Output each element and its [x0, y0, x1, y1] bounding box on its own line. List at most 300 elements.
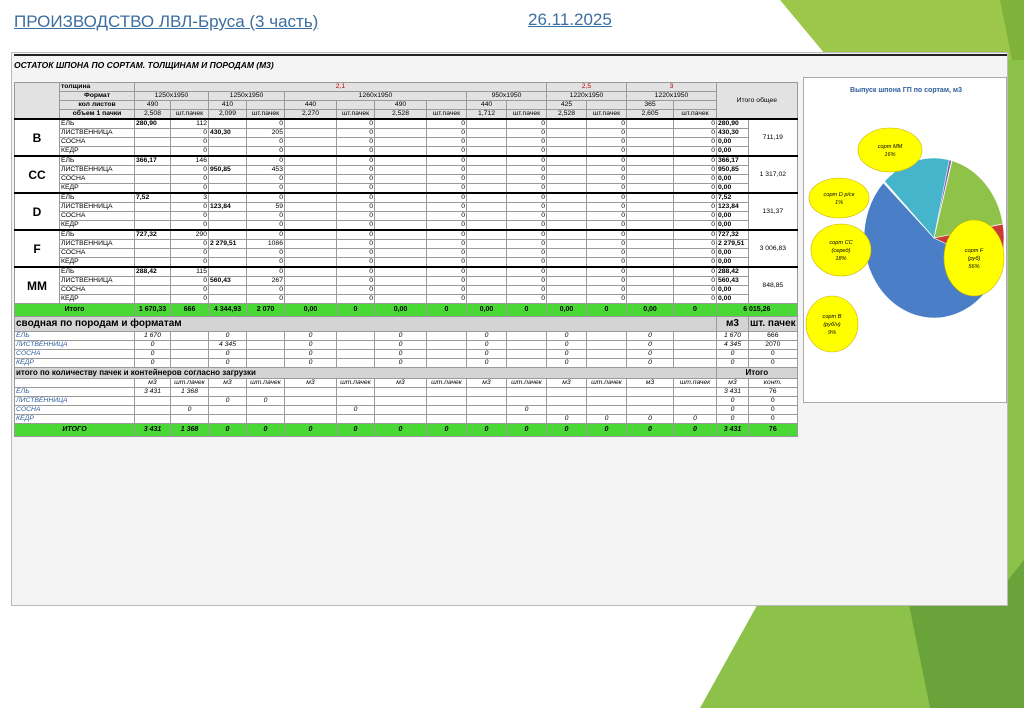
- value-cell: [467, 221, 507, 231]
- value-cell: 0: [587, 175, 627, 184]
- value-cell: 0: [427, 193, 467, 203]
- loading-cell: [375, 397, 427, 406]
- loading-cell: 0: [171, 406, 209, 415]
- value-cell: 430,30: [209, 129, 247, 138]
- summary-cell: [507, 341, 547, 350]
- loading-itogo-cell: 0: [627, 424, 674, 437]
- value-cell: [467, 119, 507, 129]
- value-cell: 0: [674, 129, 717, 138]
- loading-cell: 0: [507, 406, 547, 415]
- value-cell: 2 279,51: [209, 240, 247, 249]
- value-cell: 0: [674, 221, 717, 231]
- value-cell: 267: [247, 277, 285, 286]
- loading-cell: [209, 415, 247, 424]
- loading-itogo-cont: 76: [749, 424, 798, 437]
- callout-label: 18%: [835, 256, 847, 262]
- value-cell: 0: [587, 166, 627, 175]
- value-cell: 0: [171, 184, 209, 194]
- grade-row: [15, 240, 798, 249]
- value-cell: 950,85: [209, 166, 247, 175]
- value-cell: 0: [507, 286, 547, 295]
- callout-label: 16%: [884, 152, 896, 158]
- loading-col-label: шт.пачек: [507, 379, 547, 388]
- pack-label: шт.пачек: [337, 110, 375, 120]
- summary-cell: 0: [467, 341, 507, 350]
- grade-label: СС: [15, 156, 60, 193]
- summary-cell: [337, 341, 375, 350]
- value-cell: 0: [674, 203, 717, 212]
- loading-cell: 0: [587, 415, 627, 424]
- value-cell: [209, 249, 247, 258]
- sheets-value: 440: [285, 101, 337, 110]
- grade-row: [15, 295, 798, 304]
- value-cell: [627, 166, 674, 175]
- grade-row: [15, 267, 798, 277]
- value-cell: 0: [427, 166, 467, 175]
- value-cell: [627, 119, 674, 129]
- value-cell: 0: [674, 267, 717, 277]
- row-total: 0,00: [717, 295, 749, 304]
- callout-label: (руб/н): [823, 322, 841, 328]
- value-cell: [627, 249, 674, 258]
- pack-label: шт.пачек: [674, 110, 717, 120]
- loading-title-row: [15, 368, 798, 379]
- value-cell: [285, 277, 337, 286]
- value-cell: 1086: [247, 240, 285, 249]
- totals-cell: 0: [427, 304, 467, 317]
- summary-cell: [587, 350, 627, 359]
- row-total: 560,43: [717, 277, 749, 286]
- sheets-value: 490: [375, 101, 427, 110]
- totals-label: Итого: [15, 304, 135, 317]
- loading-cell: [427, 406, 467, 415]
- summary-title-row: [15, 317, 798, 332]
- value-cell: 0: [507, 212, 547, 221]
- grade-row: [15, 221, 798, 231]
- value-cell: [209, 184, 247, 194]
- value-cell: [547, 286, 587, 295]
- species-label: СОСНА: [60, 249, 135, 258]
- species-label: СОСНА: [60, 175, 135, 184]
- species-label: СОСНА: [60, 212, 135, 221]
- summary-cell: [337, 350, 375, 359]
- summary-cell: 0: [627, 359, 674, 368]
- value-cell: 0: [507, 277, 547, 286]
- loading-col-label: м3: [135, 379, 171, 388]
- summary-cell: 0: [467, 359, 507, 368]
- value-cell: [285, 258, 337, 268]
- loading-cell: [674, 388, 717, 397]
- species-label: ЕЛЬ: [60, 156, 135, 166]
- format-cell: 1220х1950: [547, 92, 627, 101]
- grade-row: [15, 129, 798, 138]
- value-cell: 3: [171, 193, 209, 203]
- sheets-spacer: [427, 101, 467, 110]
- value-cell: 0: [427, 230, 467, 240]
- summary-cell: 0: [375, 332, 427, 341]
- loading-itogo-cell: 0: [507, 424, 547, 437]
- value-cell: 0: [674, 212, 717, 221]
- value-cell: [467, 249, 507, 258]
- value-cell: 0: [427, 184, 467, 194]
- value-cell: 0: [171, 249, 209, 258]
- loading-col-label: шт.пачек: [427, 379, 467, 388]
- value-cell: [467, 277, 507, 286]
- value-cell: [209, 286, 247, 295]
- value-cell: 0: [674, 258, 717, 268]
- value-cell: 146: [171, 156, 209, 166]
- value-cell: 7,52: [135, 193, 171, 203]
- loading-col-label: м3: [375, 379, 427, 388]
- value-cell: 0: [247, 286, 285, 295]
- value-cell: 0: [247, 221, 285, 231]
- value-cell: 0: [171, 295, 209, 304]
- value-cell: [135, 249, 171, 258]
- loading-cell: [627, 388, 674, 397]
- pack-label: шт.пачек: [171, 110, 209, 120]
- loading-cell: [467, 415, 507, 424]
- volume-value: 2,508: [135, 110, 171, 120]
- value-cell: 0: [427, 249, 467, 258]
- value-cell: 0: [507, 295, 547, 304]
- pie-chart: [804, 78, 1008, 404]
- value-cell: 366,17: [135, 156, 171, 166]
- summary-cell: [427, 350, 467, 359]
- sheets-spacer: [171, 101, 209, 110]
- value-cell: [547, 295, 587, 304]
- value-cell: [135, 295, 171, 304]
- value-cell: [209, 156, 247, 166]
- value-cell: [467, 258, 507, 268]
- loading-col-label: шт.пачек: [337, 379, 375, 388]
- totals-row: [15, 304, 798, 317]
- grade-row: [15, 277, 798, 286]
- value-cell: [547, 129, 587, 138]
- value-cell: [627, 156, 674, 166]
- value-cell: 0: [587, 286, 627, 295]
- value-cell: [627, 138, 674, 147]
- value-cell: [375, 240, 427, 249]
- loading-cell: [375, 388, 427, 397]
- value-cell: [135, 184, 171, 194]
- summary-cell: 0: [285, 341, 337, 350]
- value-cell: [135, 203, 171, 212]
- value-cell: 0: [507, 230, 547, 240]
- species-label: ЕЛЬ: [60, 119, 135, 129]
- value-cell: 0: [337, 175, 375, 184]
- value-cell: 0: [247, 267, 285, 277]
- loading-cell: 0: [337, 406, 375, 415]
- value-cell: [547, 258, 587, 268]
- callout-label: 1%: [834, 200, 844, 206]
- value-cell: [135, 175, 171, 184]
- loading-itogo-cell: 0: [547, 424, 587, 437]
- summary-cell: [171, 332, 209, 341]
- summary-cell: 0: [375, 359, 427, 368]
- pack-label: шт.пачек: [247, 110, 285, 120]
- loading-cell: 3 431: [135, 388, 171, 397]
- sheets-value: 490: [135, 101, 171, 110]
- value-cell: [547, 221, 587, 231]
- value-cell: 0: [507, 258, 547, 268]
- value-cell: [627, 212, 674, 221]
- row-total: 950,85: [717, 166, 749, 175]
- header-row-thickness: [15, 83, 798, 92]
- value-cell: 0: [587, 193, 627, 203]
- loading-cont: 0: [749, 415, 798, 424]
- value-cell: 0: [247, 138, 285, 147]
- summary-cell: 0: [135, 350, 171, 359]
- sheets-spacer: [507, 101, 547, 110]
- loading-itogo-cell: 0: [375, 424, 427, 437]
- value-cell: [375, 156, 427, 166]
- summary-cell: 4 345: [209, 341, 247, 350]
- loading-cell: [337, 397, 375, 406]
- row-total: 0,00: [717, 258, 749, 268]
- summary-cell: 0: [209, 332, 247, 341]
- loading-itogo-cell: 1 368: [171, 424, 209, 437]
- value-cell: [135, 286, 171, 295]
- value-cell: 0: [247, 249, 285, 258]
- sheets-value: 365: [627, 101, 674, 110]
- stock-table: [14, 82, 798, 437]
- value-cell: [209, 147, 247, 157]
- value-cell: 0: [587, 240, 627, 249]
- summary-cell: [427, 341, 467, 350]
- value-cell: 0: [247, 147, 285, 157]
- value-cell: 0: [171, 147, 209, 157]
- loading-itogo-label: ИТОГО: [15, 424, 135, 437]
- grade-row: [15, 166, 798, 175]
- value-cell: [547, 249, 587, 258]
- value-cell: 0: [674, 119, 717, 129]
- total-header: Итого общее: [717, 83, 798, 120]
- loading-cell: [587, 388, 627, 397]
- grade-row: [15, 156, 798, 166]
- thickness-2-5: 2,5: [547, 83, 627, 92]
- summary-cell: [247, 359, 285, 368]
- loading-total-label: Итого: [717, 368, 798, 379]
- callout-bubble: [858, 128, 922, 172]
- loading-cont: 0: [749, 406, 798, 415]
- value-cell: 0: [587, 249, 627, 258]
- value-cell: 0: [674, 175, 717, 184]
- loading-cell: [209, 388, 247, 397]
- value-cell: [209, 295, 247, 304]
- value-cell: [285, 286, 337, 295]
- value-cell: 0: [337, 129, 375, 138]
- loading-col-m3: м3: [717, 379, 749, 388]
- value-cell: 0: [427, 267, 467, 277]
- loading-itogo-cell: 0: [467, 424, 507, 437]
- value-cell: [627, 230, 674, 240]
- loading-cell: [467, 388, 507, 397]
- row-total: 2 279,51: [717, 240, 749, 249]
- value-cell: [375, 119, 427, 129]
- value-cell: [547, 175, 587, 184]
- value-cell: 115: [171, 267, 209, 277]
- loading-col-label: шт.пачек: [587, 379, 627, 388]
- loading-itogo-cell: 0: [587, 424, 627, 437]
- value-cell: [135, 221, 171, 231]
- value-cell: 0: [247, 212, 285, 221]
- value-cell: [375, 166, 427, 175]
- totals-cell: 0,00: [627, 304, 674, 317]
- loading-itogo-cell: 3 431: [135, 424, 171, 437]
- value-cell: 0: [427, 221, 467, 231]
- value-cell: [375, 258, 427, 268]
- callout-label: сорт D р/ск: [823, 192, 855, 198]
- value-cell: 0: [337, 156, 375, 166]
- summary-cell: [337, 359, 375, 368]
- loading-itogo-cell: 0: [427, 424, 467, 437]
- totals-cell: 1 670,33: [135, 304, 171, 317]
- value-cell: 0: [507, 166, 547, 175]
- format-cell: 1260х1950: [285, 92, 467, 101]
- totals-cell: 0: [507, 304, 547, 317]
- summary-cell: 1 670: [135, 332, 171, 341]
- loading-cell: [247, 406, 285, 415]
- summary-cell: 0: [285, 332, 337, 341]
- value-cell: [285, 249, 337, 258]
- summary-cell: [427, 359, 467, 368]
- totals-cell: 0: [674, 304, 717, 317]
- value-cell: [547, 156, 587, 166]
- value-cell: 0: [247, 184, 285, 194]
- summary-cell: [674, 341, 717, 350]
- value-cell: 0: [507, 221, 547, 231]
- value-cell: [135, 147, 171, 157]
- grade-label: F: [15, 230, 60, 267]
- species-label: КЕДР: [60, 147, 135, 157]
- loading-header-blank: [15, 379, 135, 388]
- value-cell: 0: [427, 138, 467, 147]
- value-cell: [467, 193, 507, 203]
- value-cell: 0: [337, 286, 375, 295]
- grade-subtotal: 131,37: [749, 193, 798, 230]
- value-cell: [285, 138, 337, 147]
- loading-cont: 0: [749, 397, 798, 406]
- summary-cell: 0: [209, 359, 247, 368]
- value-cell: [285, 295, 337, 304]
- sheets-spacer: [674, 101, 717, 110]
- summary-cell: 0: [135, 359, 171, 368]
- value-cell: 0: [171, 138, 209, 147]
- summary-row: [15, 332, 798, 341]
- species-label: ЕЛЬ: [60, 193, 135, 203]
- summary-cell: 0: [467, 350, 507, 359]
- value-cell: [375, 267, 427, 277]
- row-total: 0,00: [717, 138, 749, 147]
- volume-value: 2,528: [375, 110, 427, 120]
- loading-cell: [507, 388, 547, 397]
- grade-row: [15, 258, 798, 268]
- value-cell: [547, 166, 587, 175]
- format-label: Формат: [60, 92, 135, 101]
- value-cell: 0: [171, 277, 209, 286]
- summary-cell: [247, 350, 285, 359]
- row-total: 0,00: [717, 221, 749, 231]
- summary-species: КЕДР: [15, 359, 135, 368]
- value-cell: 0: [507, 138, 547, 147]
- value-cell: 0: [171, 129, 209, 138]
- value-cell: 0: [171, 212, 209, 221]
- loading-cell: [427, 388, 467, 397]
- value-cell: [375, 138, 427, 147]
- value-cell: [375, 184, 427, 194]
- loading-header-row: [15, 379, 798, 388]
- loading-cell: [467, 397, 507, 406]
- value-cell: 59: [247, 203, 285, 212]
- pack-label: шт.пачек: [427, 110, 467, 120]
- value-cell: 0: [337, 184, 375, 194]
- value-cell: [375, 230, 427, 240]
- grade-row: [15, 249, 798, 258]
- value-cell: [135, 138, 171, 147]
- sheet-top-rule: [14, 54, 1007, 56]
- value-cell: 205: [247, 129, 285, 138]
- loading-species: ЛИСТВЕННИЦА: [15, 397, 135, 406]
- value-cell: 0: [337, 193, 375, 203]
- value-cell: 0: [247, 258, 285, 268]
- loading-col-label: м3: [285, 379, 337, 388]
- value-cell: [375, 175, 427, 184]
- value-cell: [627, 277, 674, 286]
- value-cell: [209, 193, 247, 203]
- row-total: 7,52: [717, 193, 749, 203]
- totals-cell: 0,00: [467, 304, 507, 317]
- value-cell: 0: [337, 230, 375, 240]
- loading-m3: 3 431: [717, 388, 749, 397]
- loading-col-label: шт.пачек: [247, 379, 285, 388]
- loading-species: СОСНА: [15, 406, 135, 415]
- loading-row: [15, 415, 798, 424]
- loading-cell: 0: [547, 415, 587, 424]
- value-cell: [627, 147, 674, 157]
- row-total: 727,32: [717, 230, 749, 240]
- summary-cell: 0: [209, 350, 247, 359]
- value-cell: [547, 212, 587, 221]
- row-total: 280,90: [717, 119, 749, 129]
- loading-cell: [547, 406, 587, 415]
- value-cell: 0: [587, 277, 627, 286]
- loading-cell: [285, 397, 337, 406]
- value-cell: 0: [674, 147, 717, 157]
- value-cell: 0: [337, 221, 375, 231]
- value-cell: 0: [427, 277, 467, 286]
- value-cell: [285, 193, 337, 203]
- grade-row: [15, 230, 798, 240]
- value-cell: 0: [171, 175, 209, 184]
- grade-row: [15, 212, 798, 221]
- loading-species: КЕДР: [15, 415, 135, 424]
- loading-itogo-row: [15, 424, 798, 437]
- value-cell: [209, 221, 247, 231]
- summary-row: [15, 359, 798, 368]
- value-cell: 0: [674, 286, 717, 295]
- row-total: 0,00: [717, 184, 749, 194]
- value-cell: [547, 267, 587, 277]
- value-cell: 112: [171, 119, 209, 129]
- value-cell: 0: [427, 203, 467, 212]
- value-cell: [467, 166, 507, 175]
- species-label: ЛИСТВЕННИЦА: [60, 129, 135, 138]
- value-cell: [209, 267, 247, 277]
- loading-itogo-cell: 0: [285, 424, 337, 437]
- species-label: СОСНА: [60, 286, 135, 295]
- loading-itogo-cell: 0: [209, 424, 247, 437]
- callout-label: (руб): [967, 256, 981, 262]
